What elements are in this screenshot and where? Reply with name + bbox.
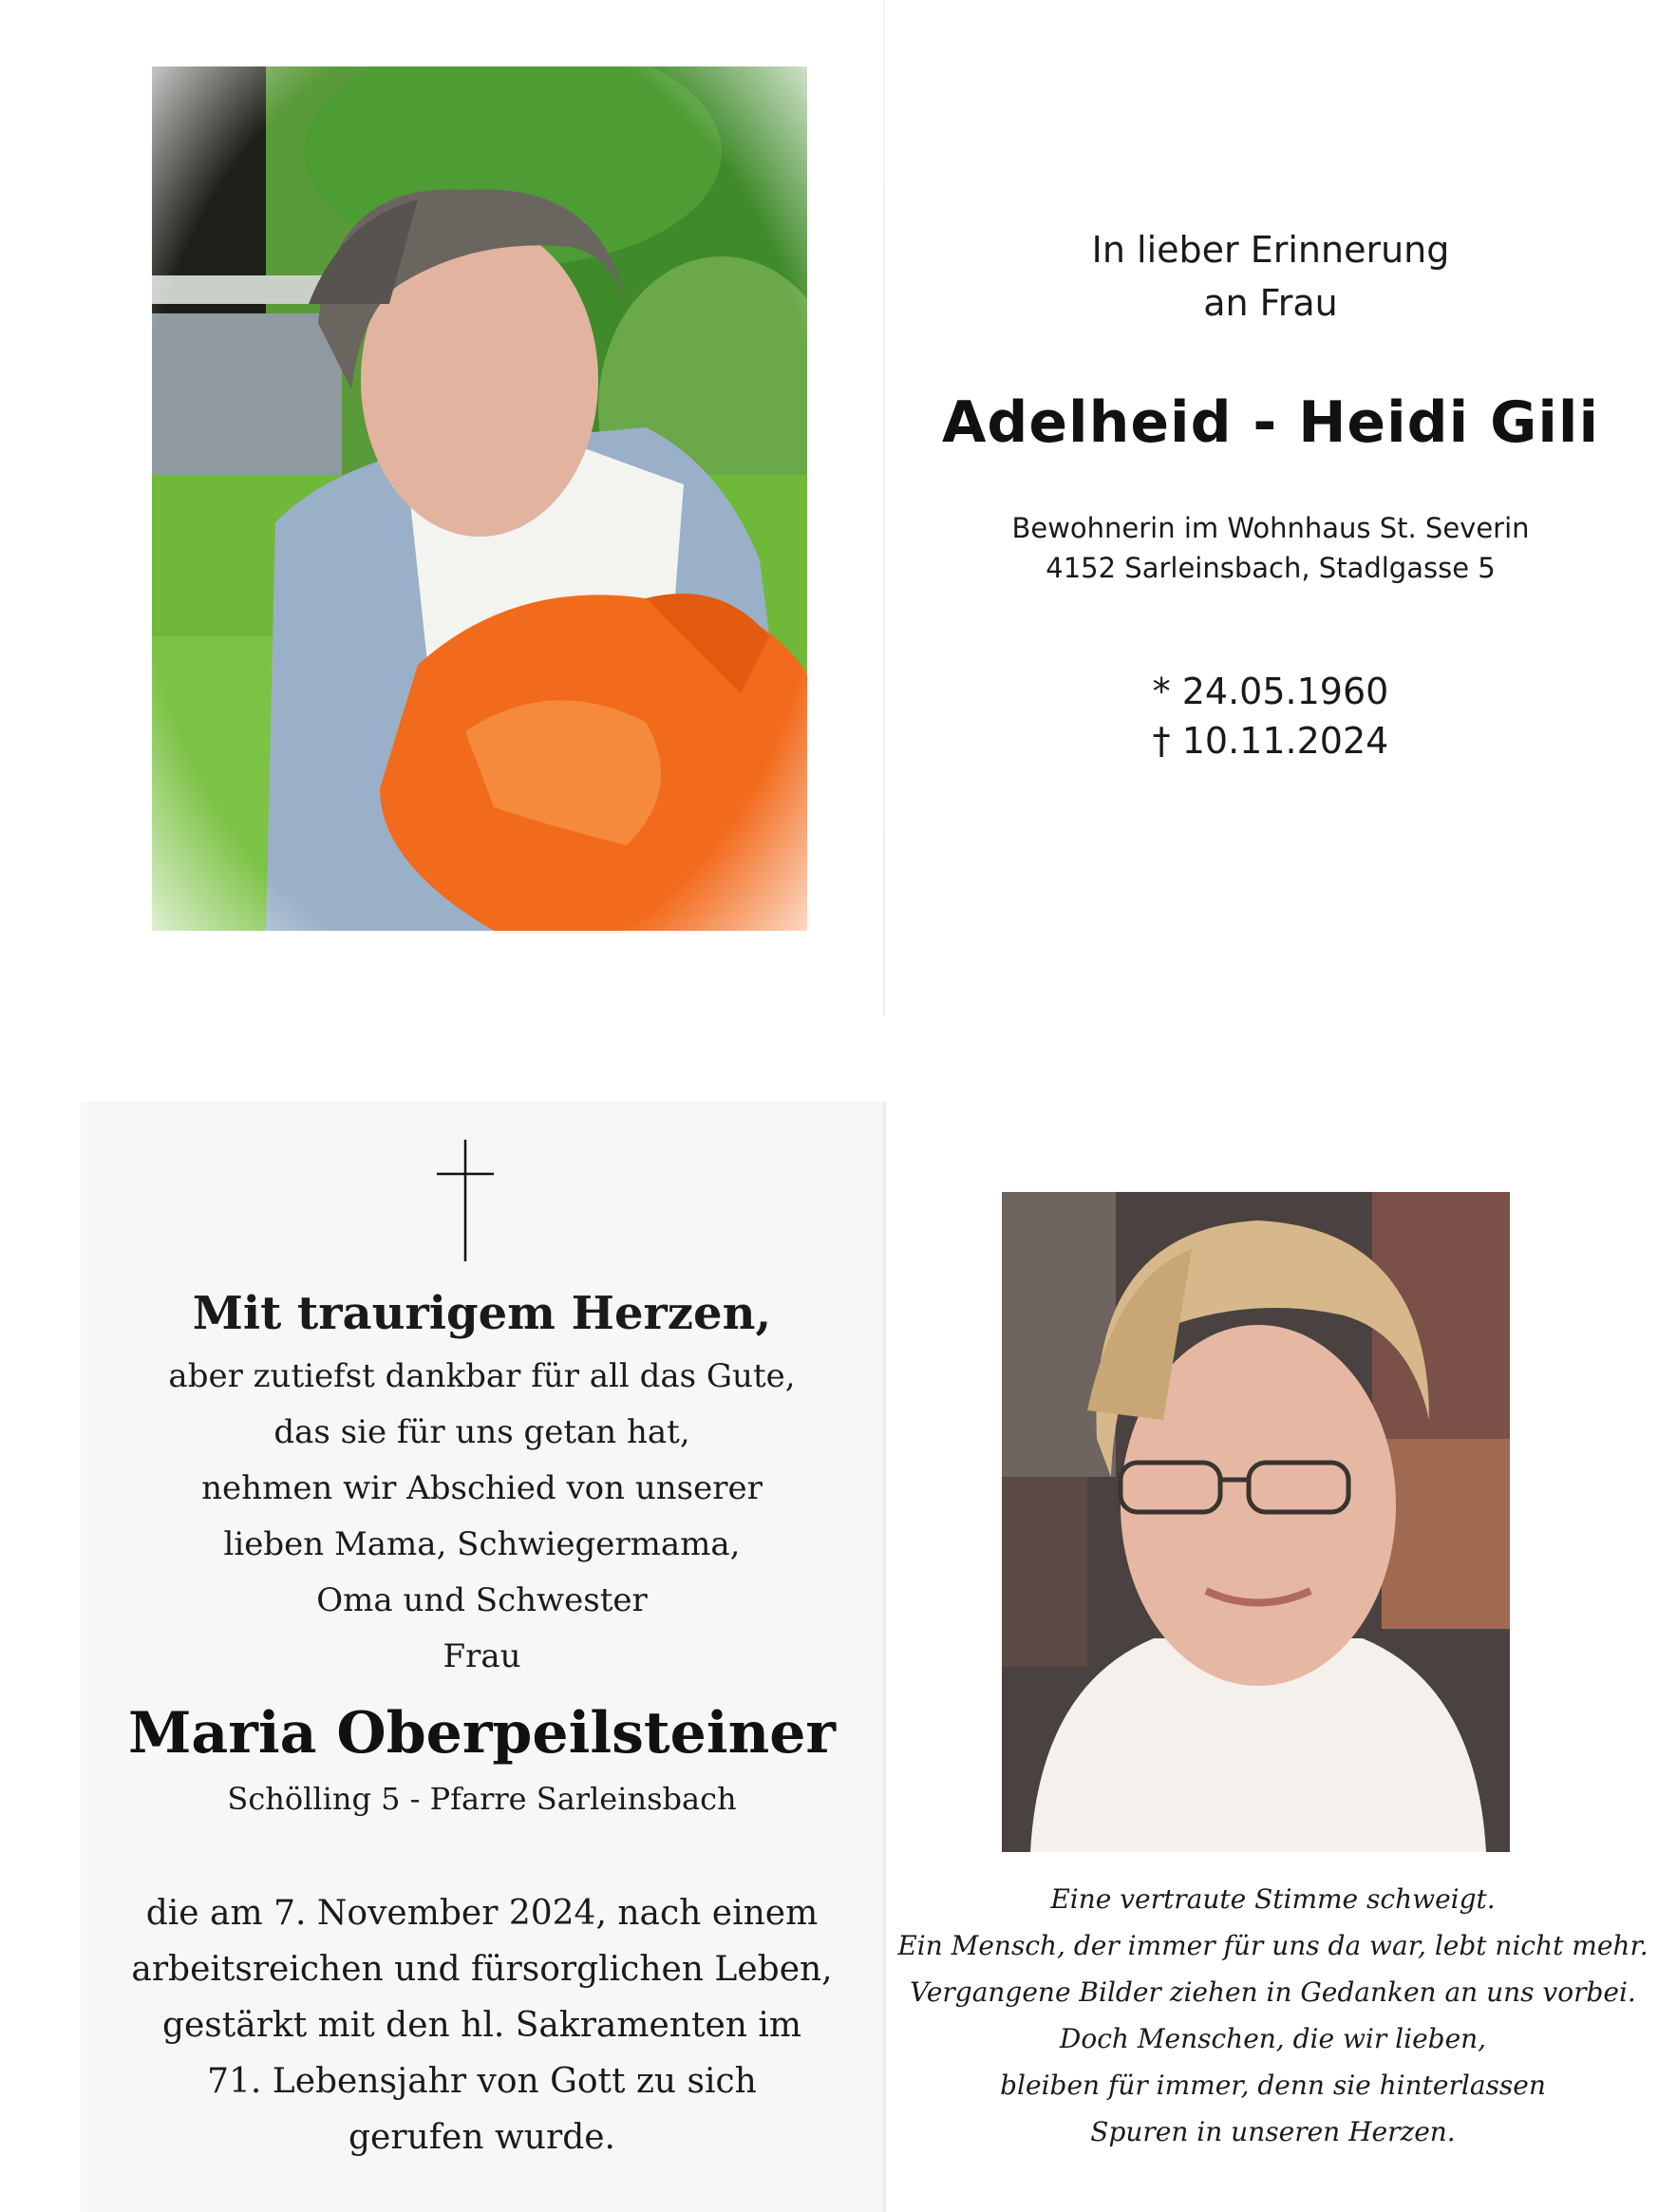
condolence-text — [81, 1349, 883, 1685]
text-line: die am 7. November 2024, nach einem — [145, 1894, 819, 1933]
verse-line: Vergangene Bilder ziehen in Gedanken an uns vorbei. — [910, 1976, 1636, 2008]
memorial-verse — [888, 1876, 1658, 2155]
text-line: Oma und Schwester — [316, 1581, 648, 1619]
death-notice-text — [81, 1885, 883, 2165]
text-line: arbeitsreichen und fürsorglichen Leben, — [131, 1950, 833, 1989]
birth-date: * 24.05.1960 — [1152, 671, 1389, 712]
text-line: gerufen wurde. — [348, 2118, 615, 2157]
text-line: nehmen wir Abschied von unserer — [201, 1469, 763, 1507]
card-fold-line — [883, 1102, 886, 2212]
deceased-name: Adelheid - Heidi Gili — [941, 389, 1600, 456]
verse-line: Spuren in unseren Herzen. — [1090, 2116, 1456, 2147]
cross-icon — [437, 1140, 494, 1261]
portrait-photo-maria — [1002, 1192, 1510, 1852]
text-line: aber zutiefst dankbar für all das Gute, — [168, 1357, 796, 1395]
memorial-intro — [883, 223, 1658, 330]
residence-line: 4152 Sarleinsbach, Stadlgasse 5 — [1046, 552, 1496, 584]
intro-line: an Frau — [1203, 282, 1338, 324]
death-date: † 10.11.2024 — [1152, 720, 1389, 762]
residence-info — [883, 508, 1658, 588]
verse-line: Eine vertraute Stimme schweigt. — [1050, 1883, 1496, 1915]
text-line: gestärkt mit den hl. Sakramenten im — [161, 2006, 802, 2045]
intro-line: In lieber Erinnerung — [1091, 229, 1450, 271]
life-dates — [883, 667, 1658, 766]
condolence-heading: Mit traurigem Herzen, — [192, 1287, 772, 1340]
deceased-name-2: Maria Oberpeilsteiner — [127, 1700, 837, 1767]
verse-line: bleiben für immer, denn sie hinterlassen — [1000, 2070, 1546, 2101]
text-line: 71. Lebensjahr von Gott zu sich — [207, 2062, 757, 2101]
residence-line: Bewohnerin im Wohnhaus St. Severin — [1011, 512, 1530, 544]
verse-line: Doch Menschen, die wir lieben, — [1059, 2023, 1487, 2054]
deceased-address: Schölling 5 - Pfarre Sarleinsbach — [227, 1781, 737, 1817]
verse-line: Ein Mensch, der immer für uns da war, lebt nicht mehr. — [897, 1930, 1649, 1961]
text-line: lieben Mama, Schwiegermama, — [223, 1525, 741, 1563]
text-line: Frau — [443, 1637, 521, 1675]
text-line: das sie für uns getan hat, — [273, 1413, 690, 1451]
portrait-photo-adelheid — [152, 66, 807, 931]
